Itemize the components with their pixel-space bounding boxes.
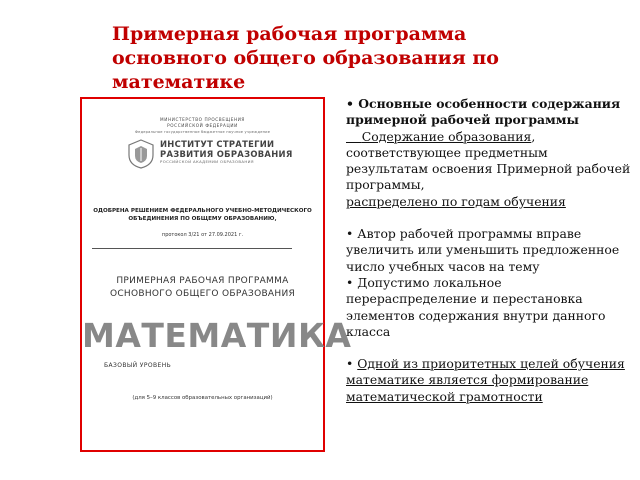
cover-protocol: протокол 3/21 от 27.09.2021 г. — [161, 232, 244, 238]
cover-institute-line3: РОССИЙСКОЙ АКАДЕМИИ ОБРАЗОВАНИЯ — [160, 159, 254, 164]
bullet-features-title: Основные особенности содержания примерной рабочей программы — [346, 96, 621, 128]
cover-grades: (для 5–9 классов образовательных организаций) — [132, 395, 273, 401]
cover-approval — [82, 207, 323, 223]
cover-institute-line1: ИНСТИТУТ СТРАТЕГИИ — [160, 139, 275, 149]
link-priority-goal[interactable]: Одной из приоритетных целей обучения математике является формирование математической грамотности — [346, 356, 625, 404]
spacer — [346, 210, 632, 226]
cover-ministry-line2: РОССИЙСКОЙ ФЕДЕРАЦИИ — [167, 123, 238, 128]
bullet-redistribution-text: Допустимо локальное перераспределение и перестановка элементов содержания внутри данного класса — [346, 274, 606, 339]
spacer — [346, 340, 632, 356]
cover-program-title — [82, 275, 323, 301]
slide-title: Примерная рабочая программа основного общего образования по математике — [112, 23, 499, 93]
link-education-content-text: Содержание образования — [361, 128, 532, 144]
cover-approval-line1: ОДОБРЕНА РЕШЕНИЕМ ФЕДЕРАЛЬНОГО УЧЕБНО-МЕТОДИЧЕСКОГО — [93, 208, 312, 214]
bullet-item-redistribution: • Допустимо локальное перераспределение и перестановка элементов содержания внутри данного класса — [346, 274, 606, 339]
content-paragraph — [346, 129, 632, 194]
link-education-content[interactable] — [346, 129, 531, 144]
cover-divider — [92, 248, 292, 249]
cover-institute — [128, 139, 293, 169]
bullet-item-goal: • Одной из приоритетных целей обучения математике является формирование математической грамотности — [346, 356, 625, 404]
institute-emblem-icon — [128, 139, 154, 169]
cover-ministry-line3: Федеральное государственное бюджетное научное учреждение — [134, 130, 271, 134]
cover-ministry — [82, 117, 323, 135]
content-paragraph-text: , соответствующее предметным результатам освоения Примерной рабочей программы, — [346, 128, 631, 193]
cover-program-line2: ОСНОВНОГО ОБЩЕГО ОБРАЗОВАНИЯ — [109, 289, 296, 299]
cover-ministry-line1: МИНИСТЕРСТВО ПРОСВЕЩЕНИЯ — [160, 117, 245, 122]
cover-approval-line2: ОБЪЕДИНЕНИЯ ПО ОБЩЕМУ ОБРАЗОВАНИЮ, — [128, 216, 277, 222]
features-text-block — [346, 96, 632, 405]
cover-institute-line2: РАЗВИТИЯ ОБРАЗОВАНИЯ — [160, 149, 293, 159]
link-distributed-by-years[interactable]: распределено по годам обучения — [346, 193, 566, 209]
bullet-item-features: • Основные особенности содержания примерной рабочей программы — [346, 96, 621, 128]
program-cover-image — [80, 97, 352, 452]
cover-subject: МАТЕМАТИКА — [82, 316, 352, 355]
bullet-item-author: • Автор рабочей программы вправе увеличить или уменьшить предложенное число учебных часов на тему — [346, 226, 620, 274]
bullet-author-text: Автор рабочей программы вправе увеличить или уменьшить предложенное число учебных часов на тему — [346, 226, 620, 274]
cover-program-line1: ПРИМЕРНАЯ РАБОЧАЯ ПРОГРАММА — [116, 276, 289, 286]
cover-level: БАЗОВЫЙ УРОВЕНЬ — [104, 362, 172, 369]
